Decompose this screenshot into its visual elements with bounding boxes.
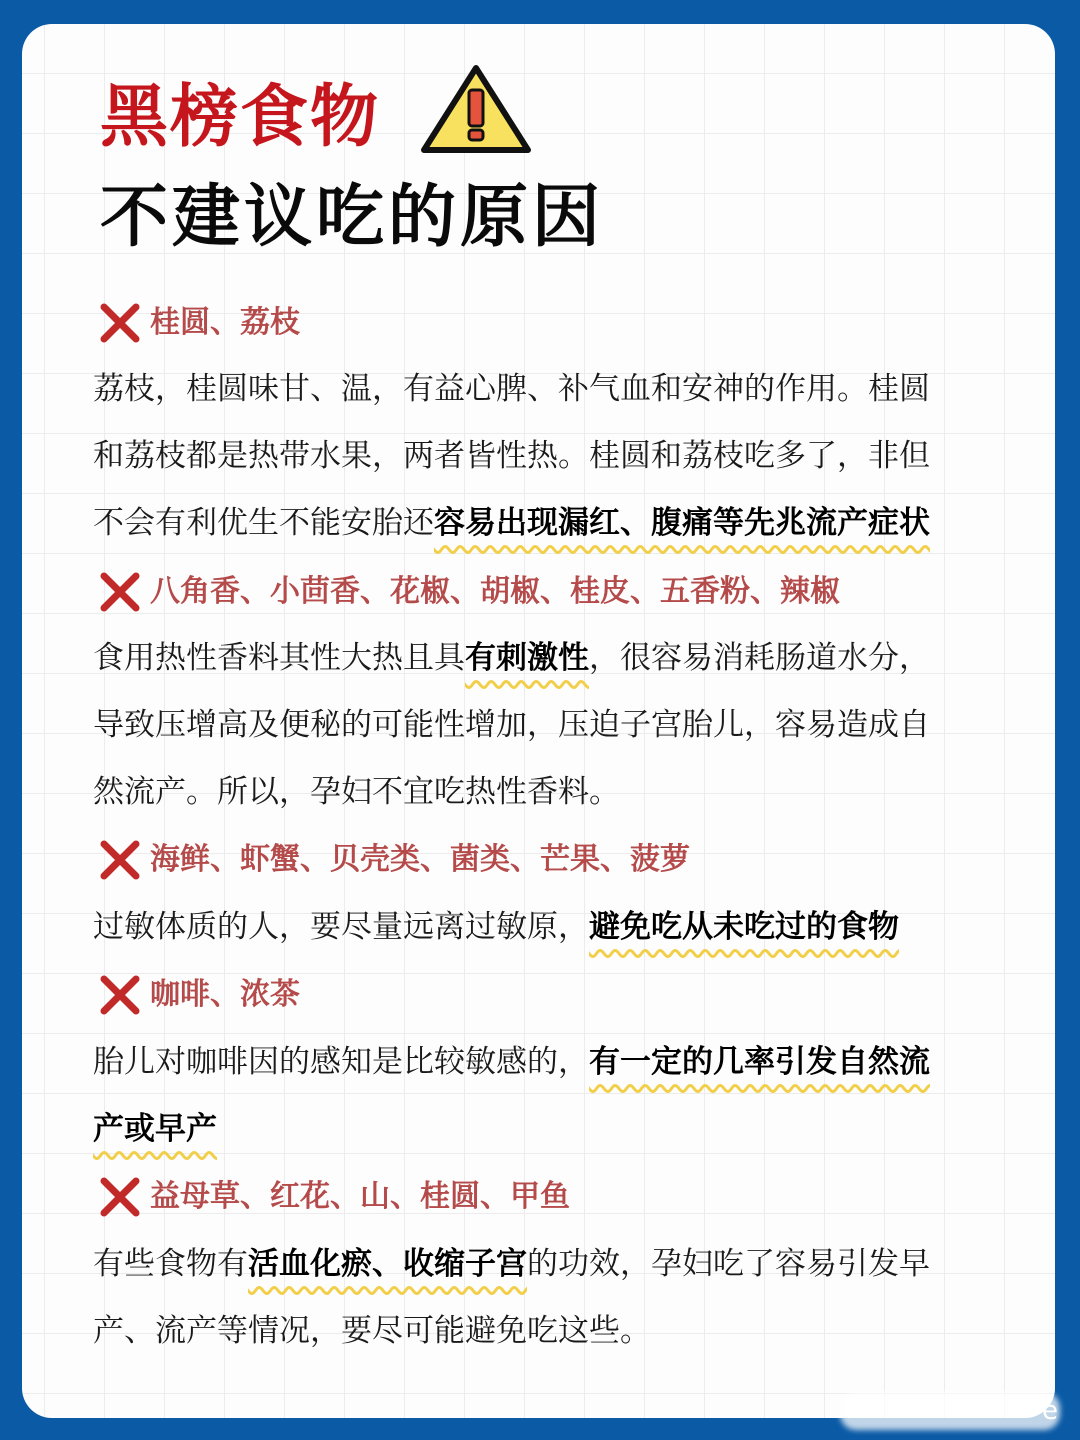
highlighted-text: 容易出现漏红、腹痛等先兆流产症状 — [434, 505, 930, 541]
section-heading — [98, 301, 300, 345]
section-heading-text: 八角香、小茴香、花椒、胡椒、桂皮、五香粉、辣椒 — [150, 574, 840, 609]
text: 荔枝，桂圆味甘、温，有益心脾、补气血和安神的作用。桂圆 — [93, 371, 930, 407]
x-mark-icon — [98, 570, 142, 614]
title-blacklist-foods: 黑榜食物 — [100, 78, 381, 157]
section-heading-text: 海鲜、虾蟹、贝壳类、菌类、芒果、菠萝 — [150, 842, 690, 877]
text: 的功效，孕妇吃了容易引发早 — [527, 1246, 930, 1282]
text: 然流产。所以，孕妇不宜吃热性香料。 — [93, 774, 620, 810]
x-mark-icon — [98, 973, 142, 1017]
section-heading — [98, 1175, 570, 1219]
section-paragraph — [93, 1029, 998, 1163]
highlighted-text: 产或早产 — [93, 1111, 217, 1147]
watermark-smudge — [840, 1392, 1060, 1430]
section-paragraph — [93, 356, 998, 557]
watermark-text: e — [1042, 1396, 1058, 1426]
text: 导致压增高及便秘的可能性增加，压迫子宫胎儿，容易造成自 — [93, 707, 930, 743]
x-mark-icon — [98, 301, 142, 345]
section-heading-text: 桂圆、荔枝 — [150, 305, 300, 340]
text: 食用热性香料其性大热且具 — [93, 640, 465, 676]
section-heading — [98, 570, 840, 614]
section-heading — [98, 973, 300, 1017]
section-paragraph — [93, 894, 998, 961]
x-mark-icon — [98, 838, 142, 882]
text: 产、流产等情况，要尽可能避免吃这些。 — [93, 1313, 651, 1349]
warning-icon — [420, 64, 532, 154]
section-heading — [98, 838, 690, 882]
text: 过敏体质的人，要尽量远离过敏原， — [93, 909, 589, 945]
highlighted-text: 有刺激性 — [465, 640, 589, 676]
title-reasons: 不建议吃的原因 — [100, 178, 605, 257]
section-paragraph — [93, 1231, 998, 1365]
highlighted-text: 避免吃从未吃过的食物 — [589, 909, 899, 945]
highlighted-text: 有一定的几率引发自然流 — [589, 1044, 930, 1080]
highlighted-text: 活血化瘀、收缩子宫 — [248, 1246, 527, 1282]
text: 有些食物有 — [93, 1246, 248, 1282]
text: ，很容易消耗肠道水分， — [589, 640, 930, 676]
section-heading-text: 益母草、红花、山、桂圆、甲鱼 — [150, 1179, 570, 1214]
x-mark-icon — [98, 1175, 142, 1219]
text: 胎儿对咖啡因的感知是比较敏感的， — [93, 1044, 589, 1080]
text: 和荔枝都是热带水果，两者皆性热。桂圆和荔枝吃多了，非但 — [93, 438, 930, 474]
text: 不会有利优生不能安胎还 — [93, 505, 434, 541]
section-paragraph — [93, 625, 998, 826]
section-heading-text: 咖啡、浓茶 — [150, 977, 300, 1012]
